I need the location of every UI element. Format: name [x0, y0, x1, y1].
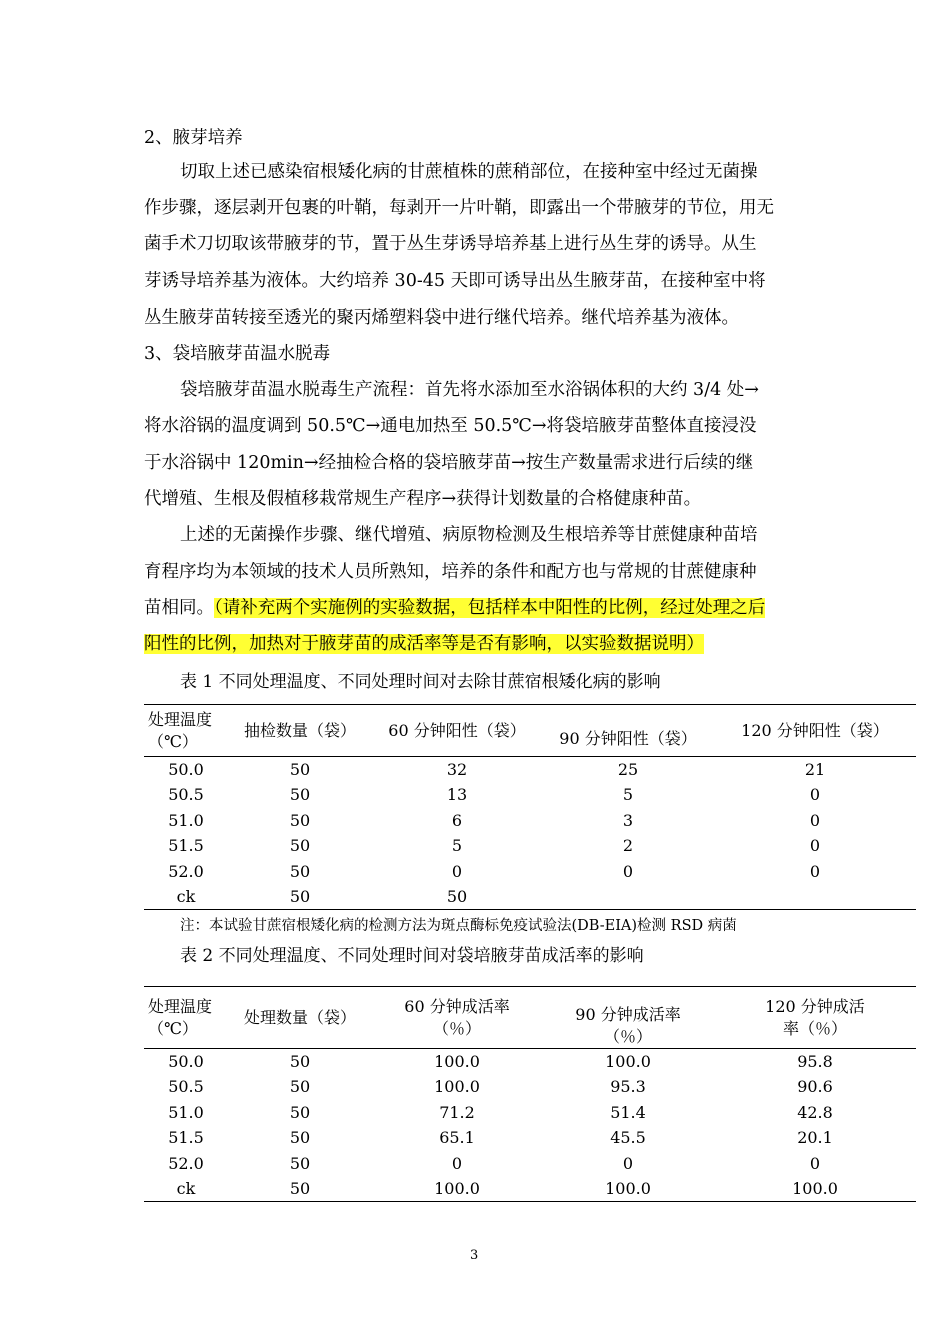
paragraph-line: 作步骤，逐层剥开包裹的叶鞘，每剥开一片叶鞘，即露出一个带腋芽的节位，用无 [144, 198, 774, 218]
paragraph-text: 苗相同。 [144, 598, 214, 618]
table-cell: ck [176, 887, 196, 906]
table-cell: 45.5 [610, 1128, 646, 1148]
table-2-caption: 表 2 不同处理温度、不同处理时间对袋培腋芽苗成活率的影响 [180, 946, 644, 966]
table-cell [542, 884, 714, 910]
paragraph-line: 育程序均为本领域的技术人员所熟知，培养的条件和配方也与常规的甘蔗健康种 [144, 562, 757, 582]
table-row [144, 884, 916, 910]
table-cell: 50.5 [168, 785, 204, 805]
table-cell: 50 [289, 1179, 311, 1198]
table-cell: 51.0 [168, 810, 204, 830]
table-cell: 32 [446, 760, 468, 779]
table-cell: 50 [289, 760, 311, 779]
table-header-cell: 处理温度（℃） [148, 709, 213, 751]
table-cell: 0 [622, 1153, 634, 1173]
table-1-caption: 表 1 不同处理温度、不同处理时间对去除甘蔗宿根矮化病的影响 [180, 672, 661, 692]
table-header-cell: 抽检数量（袋） [243, 720, 356, 740]
paragraph-line: 袋培腋芽苗温水脱毒生产流程：首先将水添加至水浴锅体积的大约 3/4 处→ [180, 380, 759, 400]
table-cell: 0 [451, 861, 463, 881]
table-cell: 50.5 [168, 1077, 204, 1097]
paragraph-line: 菌手术刀切取该带腋芽的节，置于丛生芽诱导培养基上进行丛生芽的诱导。从生 [144, 234, 757, 254]
table-row [144, 757, 916, 783]
table-header-cell: 120 分钟成活率（％） [765, 996, 865, 1038]
table-cell: 50 [289, 1052, 311, 1071]
table-cell: 0 [809, 861, 821, 881]
table-row [144, 859, 916, 885]
table-cell: 5 [451, 836, 463, 856]
paragraph-line: 丛生腋芽苗转接至透光的聚丙烯塑料袋中进行继代培养。继代培养基为液体。 [144, 308, 739, 328]
table-cell: 95.8 [797, 1052, 833, 1071]
table-cell: 50.0 [168, 760, 204, 779]
table-cell: 5 [622, 785, 634, 805]
paragraph-line: 芽诱导培养基为液体。大约培养 30-45 天即可诱导出丛生腋芽苗，在接种室中将 [144, 271, 766, 291]
table-header-cell: 90 分钟阳性（袋） [559, 729, 697, 748]
paragraph-line: 切取上述已感染宿根矮化病的甘蔗植株的蔗稍部位，在接种室中经过无菌操 [180, 162, 758, 182]
table-cell: 13 [446, 785, 468, 805]
section-2-heading: 2、腋芽培养 [144, 128, 243, 148]
table-row [144, 782, 916, 808]
table-cell: 100.0 [605, 1179, 651, 1198]
table-cell: 0 [809, 785, 821, 805]
table-row [144, 1125, 916, 1151]
table-header-cell: 处理数量（袋） [243, 1007, 356, 1027]
reviewer-comment-highlight: （请补充两个实施例的实验数据，包括样本中阳性的比例，经过处理之后 [214, 598, 766, 618]
table-row [144, 1074, 916, 1100]
table-cell: 0 [622, 861, 634, 881]
table-cell: 0 [809, 1153, 821, 1173]
table-row [144, 833, 916, 859]
paragraph-line: 于水浴锅中 120min→经抽检合格的袋培腋芽苗→按生产数量需求进行后续的继 [144, 453, 754, 473]
table-cell: 51.5 [168, 1128, 204, 1148]
paragraph-line: 代增殖、生根及假植移栽常规生产程序→获得计划数量的合格健康种苗。 [144, 489, 702, 509]
table-cell: 3 [622, 810, 634, 830]
table-header-cell: 60 分钟成活率（％） [404, 996, 510, 1038]
paragraph-line-with-comment [144, 596, 765, 620]
table-header-cell: 120 分钟阳性（袋） [741, 720, 889, 740]
table-cell: 50 [446, 887, 468, 906]
table-2 [144, 986, 916, 1202]
table-cell: 100.0 [434, 1179, 480, 1198]
paragraph-line: 将水浴锅的温度调到 50.5℃→通电加热至 50.5℃→将袋培腋芽苗整体直接浸没 [144, 416, 757, 436]
table-cell: 52.0 [168, 861, 204, 881]
table-header-cell: 60 分钟阳性（袋） [388, 720, 526, 740]
paragraph-line-with-comment [144, 632, 704, 656]
table-row [144, 1176, 916, 1202]
page-number: 3 [470, 1248, 479, 1263]
table-cell [714, 884, 916, 910]
table-cell: 51.0 [168, 1102, 204, 1122]
table-cell: 50 [289, 785, 311, 805]
table-cell: 50.0 [168, 1052, 204, 1071]
table-cell: 0 [809, 810, 821, 830]
table-cell: 0 [451, 1153, 463, 1173]
table-cell: 51.4 [610, 1102, 646, 1122]
table-cell: 90.6 [797, 1077, 833, 1097]
table-cell: 100.0 [792, 1179, 838, 1198]
table-row [144, 808, 916, 834]
table-cell: 50 [289, 836, 311, 856]
table-cell: 50 [289, 1153, 311, 1173]
table-cell: 2 [622, 836, 634, 856]
section-3-heading: 3、袋培腋芽苗温水脱毒 [144, 344, 331, 364]
table-cell: 20.1 [797, 1128, 833, 1148]
table-row [144, 1151, 916, 1177]
table-cell: 100.0 [434, 1052, 480, 1071]
table-1 [144, 704, 916, 910]
table-cell: 42.8 [797, 1102, 833, 1122]
table-header-row [144, 987, 916, 1049]
table-cell: 50 [289, 861, 311, 881]
table-cell: 95.3 [610, 1077, 646, 1097]
table-row [144, 1049, 916, 1075]
table-cell: 100.0 [434, 1077, 480, 1097]
table-cell: 50 [289, 887, 311, 906]
table-header-row [144, 705, 916, 757]
table-cell: 21 [804, 760, 826, 779]
table-header-cell: 90 分钟成活率（％） [575, 1004, 681, 1046]
table-cell: 50 [289, 1128, 311, 1148]
table-row [144, 1100, 916, 1126]
table-cell: 25 [617, 760, 639, 779]
table-cell: 65.1 [439, 1128, 475, 1148]
paragraph-line: 上述的无菌操作步骤、继代增殖、病原物检测及生根培养等甘蔗健康种苗培 [180, 525, 758, 545]
table-cell: 50 [289, 1077, 311, 1097]
table-cell: 71.2 [439, 1102, 475, 1122]
reviewer-comment-highlight: 阳性的比例，加热对于腋芽苗的成活率等是否有影响，以实验数据说明） [144, 634, 704, 654]
table-header-cell: 处理温度（℃） [148, 996, 213, 1038]
table-cell: 0 [809, 836, 821, 856]
table-cell: 50 [289, 810, 311, 830]
table-cell: 52.0 [168, 1153, 204, 1173]
table-cell: 6 [451, 810, 463, 830]
table-cell: 100.0 [605, 1052, 651, 1071]
table-cell: 51.5 [168, 836, 204, 856]
table-cell: ck [176, 1179, 196, 1198]
table-cell: 50 [289, 1102, 311, 1122]
table-1-note: 注：本试验甘蔗宿根矮化病的检测方法为斑点酶标免疫试验法(DB-EIA)检测 RSD 病菌 [180, 918, 737, 934]
